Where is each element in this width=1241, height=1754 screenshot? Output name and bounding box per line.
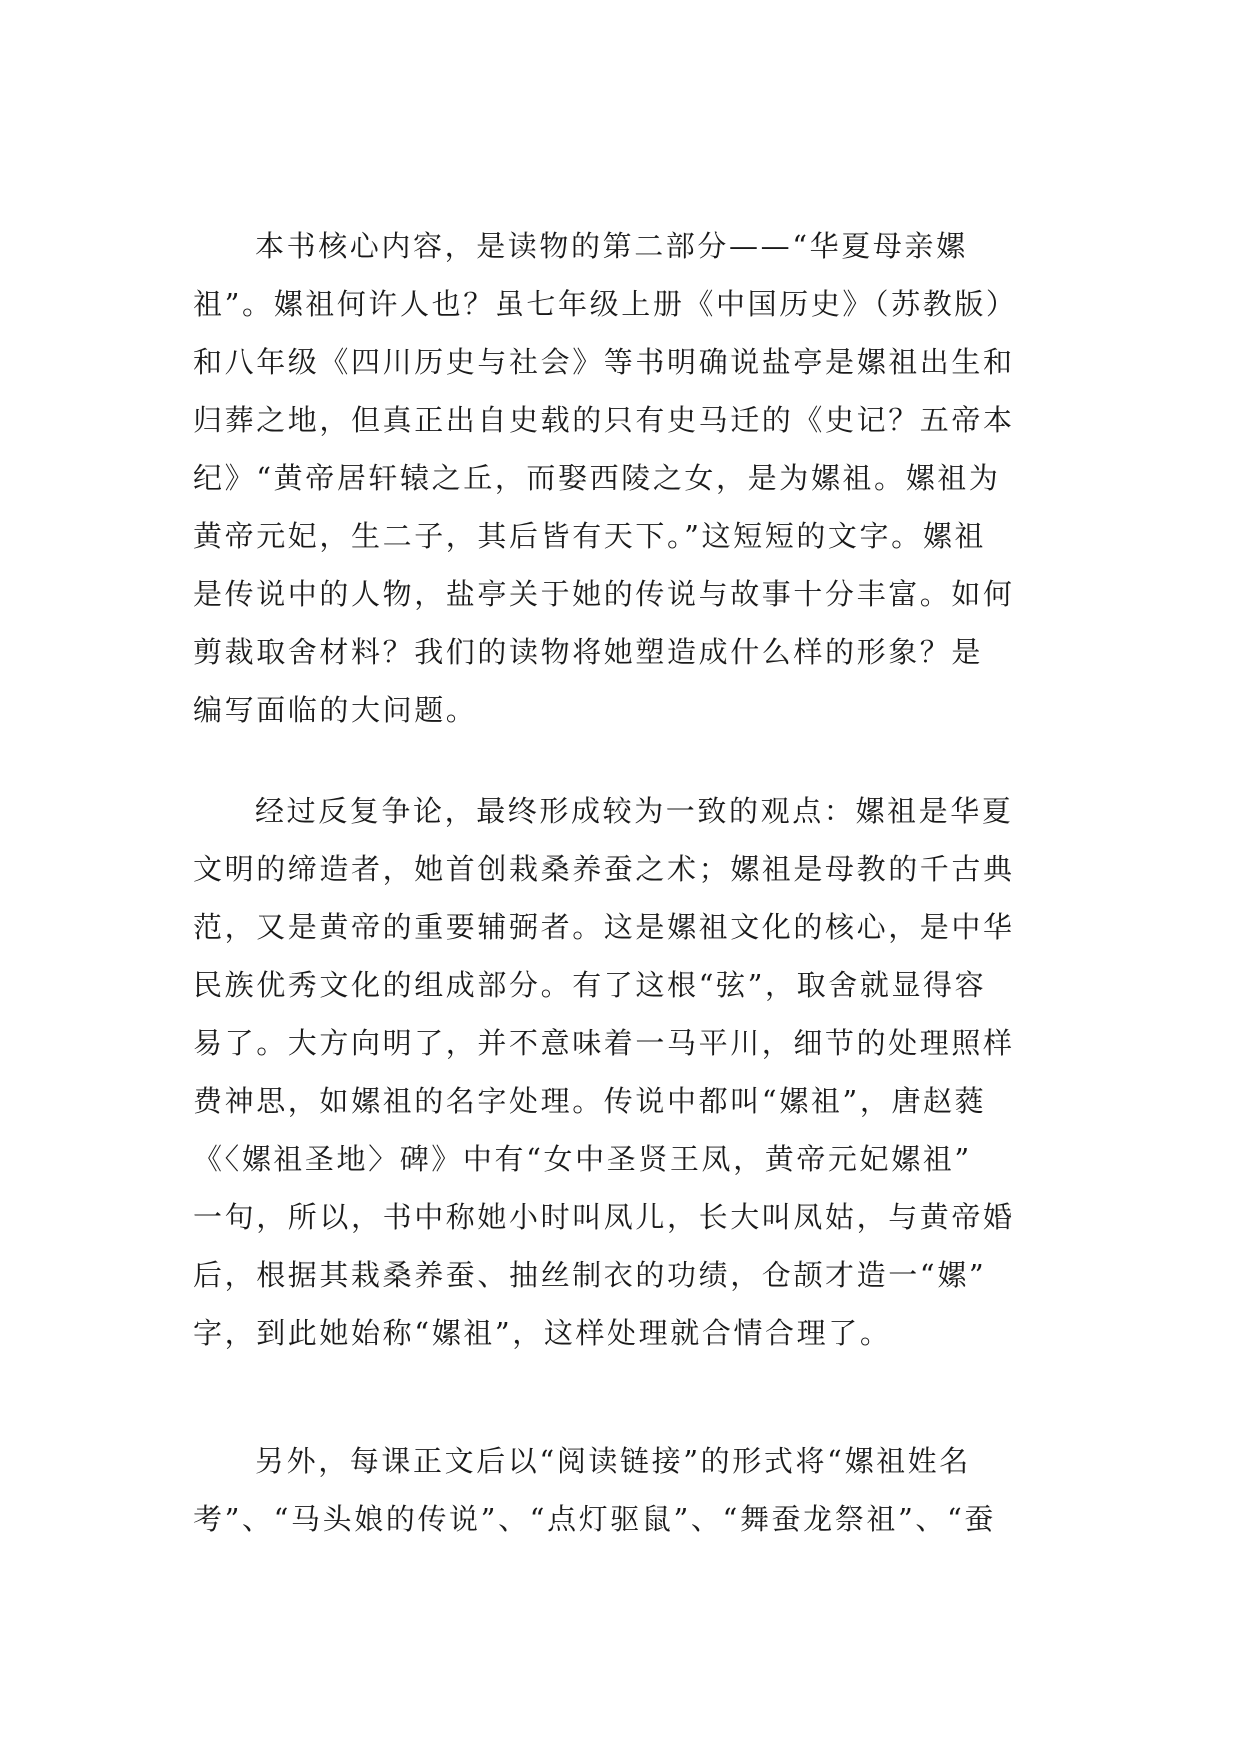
text-line: 剪裁取舍材料？我们的读物将她塑造成什么样的形象？是 <box>193 635 984 669</box>
text-line: 黄帝元妃，生二子，其后皆有天下。”这短短的文字。嫘祖 <box>193 519 986 553</box>
text-line: 后，根据其栽桑养蚕、抽丝制衣的功绩，仓颉才造一“嫘” <box>193 1258 987 1292</box>
paragraph-3 <box>193 1432 1053 1548</box>
text-line: 易了。大方向明了，并不意味着一马平川，细节的处理照样 <box>193 1026 1015 1060</box>
text-line: 归葬之地，但真正出自史载的只有史马迁的《史记？五帝本 <box>193 403 1015 437</box>
text-line: 另外，每课正文后以“阅读链接”的形式将“嫘祖姓名 <box>255 1444 971 1478</box>
paragraph-2 <box>193 782 1053 1362</box>
text-line: 《〈嫘祖圣地〉碑》中有“女中圣贤王凤，黄帝元妃嫘祖” <box>193 1142 972 1176</box>
text-line: 费神思，如嫘祖的名字处理。传说中都叫“嫘祖”，唐赵蕤 <box>193 1084 987 1118</box>
text-line: 考”、“马头娘的传说”、“点灯驱鼠”、“舞蚕龙祭祖”、“蚕 <box>193 1502 997 1536</box>
text-line: 纪》“黄帝居轩辕之丘，而娶西陵之女，是为嫘祖。嫘祖为 <box>193 461 1001 495</box>
text-line: 和八年级《四川历史与社会》等书明确说盐亭是嫘祖出生和 <box>193 345 1015 379</box>
text-line: 是传说中的人物，盐亭关于她的传说与故事十分丰富。如何 <box>193 577 1015 611</box>
text-line: 祖”。嫘祖何许人也？虽七年级上册《中国历史》（苏教版） <box>193 287 1018 321</box>
text-line: 范，又是黄帝的重要辅弼者。这是嫘祖文化的核心，是中华 <box>193 910 1015 944</box>
paragraph-1 <box>193 217 1053 739</box>
text-line: 字，到此她始称“嫘祖”，这样处理就合情合理了。 <box>193 1316 892 1350</box>
text-line: 文明的缔造者，她首创栽桑养蚕之术；嫘祖是母教的千古典 <box>193 852 1015 886</box>
text-line: 编写面临的大问题。 <box>193 693 478 727</box>
text-line: 经过反复争论，最终形成较为一致的观点：嫘祖是华夏 <box>255 794 1014 828</box>
text-line: 民族优秀文化的组成部分。有了这根“弦”，取舍就显得容 <box>193 968 987 1002</box>
text-line: 一句，所以，书中称她小时叫凤儿，长大叫凤姑，与黄帝婚 <box>193 1200 1015 1234</box>
text-line: 本书核心内容，是读物的第二部分——“华夏母亲嫘 <box>255 229 968 263</box>
